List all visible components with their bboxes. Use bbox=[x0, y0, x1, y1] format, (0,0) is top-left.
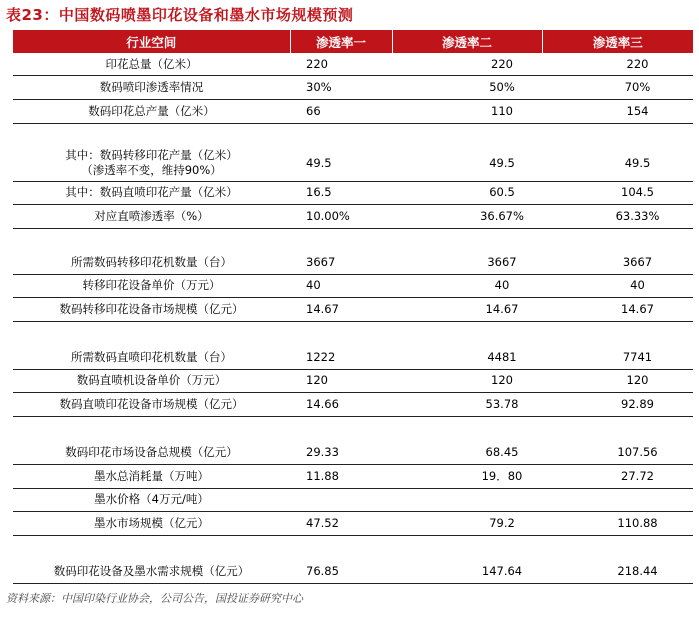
cell-penetration-2: 110 bbox=[392, 99, 542, 123]
spacer-row bbox=[13, 228, 693, 251]
cell-penetration-2 bbox=[392, 488, 542, 511]
cell-penetration-1: 3667 bbox=[290, 251, 392, 274]
cell-penetration-1: 16.5 bbox=[290, 181, 392, 204]
row-label: 数码印花设备及墨水需求规模（亿元） bbox=[13, 560, 290, 583]
cell-penetration-1: 120 bbox=[290, 369, 392, 392]
spacer-row bbox=[13, 321, 693, 345]
cell-penetration-1: 30% bbox=[290, 75, 392, 99]
row-label: 所需数码转移印花机数量（台） bbox=[13, 251, 290, 274]
row-label: 对应直喷渗透率（%） bbox=[13, 204, 290, 228]
cell-penetration-1: 40 bbox=[290, 274, 392, 297]
cell-penetration-1: 66 bbox=[290, 99, 392, 123]
cell-penetration-3: 49.5 bbox=[542, 145, 693, 181]
table-row bbox=[13, 251, 693, 274]
row-label: 数码直喷机设备单价（万元） bbox=[13, 369, 290, 392]
spacer-row bbox=[13, 535, 693, 560]
cell-penetration-3: 154 bbox=[542, 99, 693, 123]
row-label: 印花总量（亿米） bbox=[13, 53, 290, 75]
header-penetration-1: 渗透率一 bbox=[290, 30, 392, 53]
cell-penetration-2: 49.5 bbox=[392, 145, 542, 181]
cell-penetration-3: 107.56 bbox=[542, 440, 693, 464]
table-row bbox=[13, 75, 693, 99]
table-row bbox=[13, 488, 693, 511]
cell-penetration-3: 40 bbox=[542, 274, 693, 297]
cell-penetration-2: 40 bbox=[392, 274, 542, 297]
cell-penetration-1: 76.85 bbox=[290, 560, 392, 583]
cell-penetration-3: 14.67 bbox=[542, 297, 693, 321]
cell-penetration-1 bbox=[290, 488, 392, 511]
cell-penetration-2: 68.45 bbox=[392, 440, 542, 464]
cell-penetration-3: 70% bbox=[542, 75, 693, 99]
row-label: 数码直喷印花设备市场规模（亿元） bbox=[13, 392, 290, 416]
spacer-row bbox=[13, 123, 693, 145]
row-label: 转移印花设备单价（万元） bbox=[13, 274, 290, 297]
cell-penetration-1: 14.66 bbox=[290, 392, 392, 416]
row-label: 其中：数码直喷印花产量（亿米） bbox=[13, 181, 290, 204]
row-label: 数码转移印花设备市场规模（亿元） bbox=[13, 297, 290, 321]
cell-penetration-3: 7741 bbox=[542, 345, 693, 369]
cell-penetration-2: 36.67% bbox=[392, 204, 542, 228]
table-row bbox=[13, 440, 693, 464]
table-row bbox=[13, 181, 693, 204]
cell-penetration-2: 19．80 bbox=[392, 464, 542, 488]
cell-penetration-1: 220 bbox=[290, 53, 392, 75]
cell-penetration-1: 14.67 bbox=[290, 297, 392, 321]
row-label: 数码喷印渗透率情况 bbox=[13, 75, 290, 99]
row-label-line-2: （渗透率不变，维持90%） bbox=[81, 162, 222, 177]
cell-penetration-2: 14.67 bbox=[392, 297, 542, 321]
row-label: 所需数码直喷印花机数量（台） bbox=[13, 345, 290, 369]
cell-penetration-2: 220 bbox=[392, 53, 542, 75]
cell-penetration-1: 49.5 bbox=[290, 145, 392, 181]
spacer-row bbox=[13, 416, 693, 440]
table-title: 表23：中国数码喷墨印花设备和墨水市场规模预测 bbox=[6, 6, 354, 24]
cell-penetration-3: 220 bbox=[542, 53, 693, 75]
cell-penetration-1: 1222 bbox=[290, 345, 392, 369]
cell-penetration-2: 4481 bbox=[392, 345, 542, 369]
cell-penetration-1: 47.52 bbox=[290, 511, 392, 535]
cell-penetration-3 bbox=[542, 488, 693, 511]
source-note: 资料来源：中国印染行业协会，公司公告，国投证券研究中心 bbox=[6, 592, 303, 605]
cell-penetration-3: 3667 bbox=[542, 251, 693, 274]
table-row bbox=[13, 204, 693, 228]
row-label: 墨水价格（4万元/吨） bbox=[13, 488, 290, 511]
cell-penetration-2: 3667 bbox=[392, 251, 542, 274]
cell-penetration-3: 218.44 bbox=[542, 560, 693, 583]
table-row bbox=[13, 464, 693, 488]
table-row bbox=[13, 560, 693, 583]
header-penetration-2: 渗透率二 bbox=[392, 30, 542, 53]
table-row bbox=[13, 511, 693, 535]
row-label: 墨水总消耗量（万吨） bbox=[13, 464, 290, 488]
header-row bbox=[13, 30, 693, 53]
table-row bbox=[13, 99, 693, 123]
header-industry-space: 行业空间 bbox=[13, 30, 290, 53]
row-label bbox=[13, 145, 290, 181]
market-forecast-table bbox=[13, 30, 693, 584]
row-label-line-1: 其中：数码转移印花产量（亿米） bbox=[65, 148, 238, 163]
header-penetration-3: 渗透率三 bbox=[542, 30, 693, 53]
cell-penetration-3: 110.88 bbox=[542, 511, 693, 535]
cell-penetration-2: 50% bbox=[392, 75, 542, 99]
cell-penetration-3: 92.89 bbox=[542, 392, 693, 416]
row-label: 墨水市场规模（亿元） bbox=[13, 511, 290, 535]
cell-penetration-1: 29.33 bbox=[290, 440, 392, 464]
cell-penetration-1: 11.88 bbox=[290, 464, 392, 488]
row-label: 数码印花市场设备总规模（亿元） bbox=[13, 440, 290, 464]
cell-penetration-2: 53.78 bbox=[392, 392, 542, 416]
table-row bbox=[13, 297, 693, 321]
table-row bbox=[13, 369, 693, 392]
row-label: 数码印花总产量（亿米） bbox=[13, 99, 290, 123]
table-row bbox=[13, 274, 693, 297]
cell-penetration-3: 63.33% bbox=[542, 204, 693, 228]
table-row bbox=[13, 145, 693, 181]
cell-penetration-3: 104.5 bbox=[542, 181, 693, 204]
table-row bbox=[13, 392, 693, 416]
cell-penetration-3: 120 bbox=[542, 369, 693, 392]
cell-penetration-2: 120 bbox=[392, 369, 542, 392]
table-row bbox=[13, 345, 693, 369]
cell-penetration-3: 27.72 bbox=[542, 464, 693, 488]
table-row bbox=[13, 53, 693, 75]
cell-penetration-1: 10.00% bbox=[290, 204, 392, 228]
cell-penetration-2: 60.5 bbox=[392, 181, 542, 204]
cell-penetration-2: 79.2 bbox=[392, 511, 542, 535]
cell-penetration-2: 147.64 bbox=[392, 560, 542, 583]
